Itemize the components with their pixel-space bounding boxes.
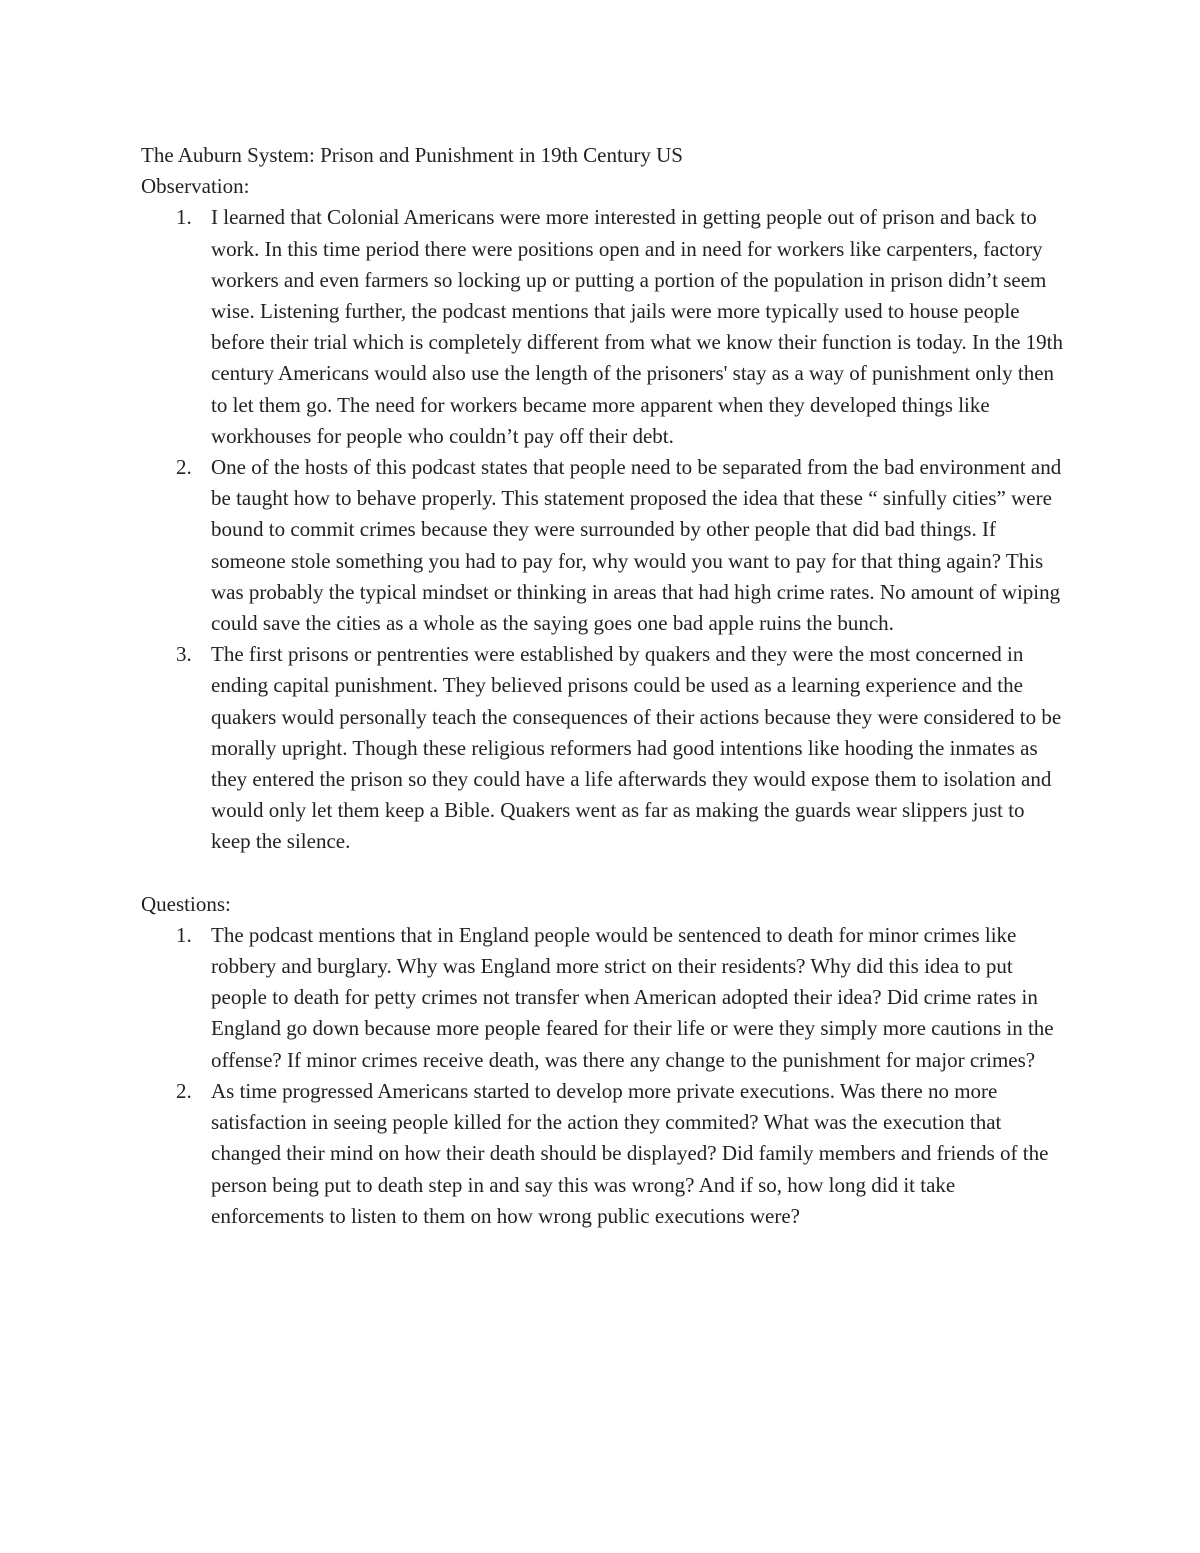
questions-heading: Questions: — [141, 891, 231, 916]
list-item-text: I learned that Colonial Americans were more interested in getting people out of prison and back to work. In this time period there were positions open and in need for workers like carpenters, factory workers and even farmers so locking up or putting a portion of the population in prison didn’t seem wise. Listening further, the podcast mentions that jails were more typically used to house people before their trial which is completely different from what we know their function is today. In the 19th century Americans would also use the length of the prisoners' stay as a way of punishment only then to let them go. The need for workers became more apparent when they developed things like workhouses for people who couldn’t pay off their debt. — [211, 205, 1064, 448]
document-page — [141, 140, 1066, 1232]
list-item-text: The podcast mentions that in England people would be sentenced to death for minor crimes like robbery and burglary. Why was England more strict on their residents? Why did this idea to put people to death for petty crimes not transfer when American adopted their idea? Did crime rates in England go down because more people feared for their life or were they simply more cautions in the offense? If minor crimes receive death, was there any change to the punishment for major crimes? — [211, 922, 1054, 1072]
list-number: 2. — [176, 455, 192, 480]
list-item — [141, 1076, 1066, 1232]
list-item — [141, 452, 1066, 639]
list-number: 1. — [176, 205, 192, 230]
list-number: 3. — [176, 642, 192, 667]
document-title: The Auburn System: Prison and Punishment in 19th Century US — [141, 143, 683, 167]
questions-list — [141, 920, 1066, 1232]
list-item-text: As time progressed Americans started to develop more private executions. Was there no more satisfaction in seeing people killed for the action they commited? What was the execution that changed their mind on how their death should be displayed? Did family members and friends of the person being put to death step in and say this was wrong? And if so, how long did it take enforcements to listen to them on how wrong public executions were? — [211, 1078, 1049, 1228]
observation-list — [141, 202, 1066, 857]
list-item — [141, 639, 1066, 857]
list-item — [141, 920, 1066, 1076]
list-number: 1. — [176, 922, 192, 947]
list-number: 2. — [176, 1078, 192, 1103]
list-item-text: The first prisons or pentrenties were established by quakers and they were the most concerned in ending capital punishment. They believed prisons could be used as a learning experience and the quakers would personally teach the consequences of their actions because they were considered to be morally upright. Though these religious reformers had good intentions like hooding the inmates as they entered the prison so they could have a life afterwards they would expose them to isolation and would only let them keep a Bible. Quakers went as far as making the guards wear slippers just to keep the silence. — [211, 642, 1062, 854]
section-spacer — [141, 858, 1066, 889]
list-item — [141, 202, 1066, 452]
observation-heading: Observation: — [141, 174, 250, 199]
list-item-text: One of the hosts of this podcast states that people need to be separated from the bad environment and be taught how to behave properly. This statement proposed the idea that these “ sinfully cities” were bound to commit crimes because they were surrounded by other people that did bad things. If someone stole something you had to pay for, why would you want to pay for that thing again? This was probably the typical mindset or thinking in areas that had high crime rates. No amount of wiping could save the cities as a whole as the saying goes one bad apple ruins the bunch. — [211, 455, 1062, 636]
